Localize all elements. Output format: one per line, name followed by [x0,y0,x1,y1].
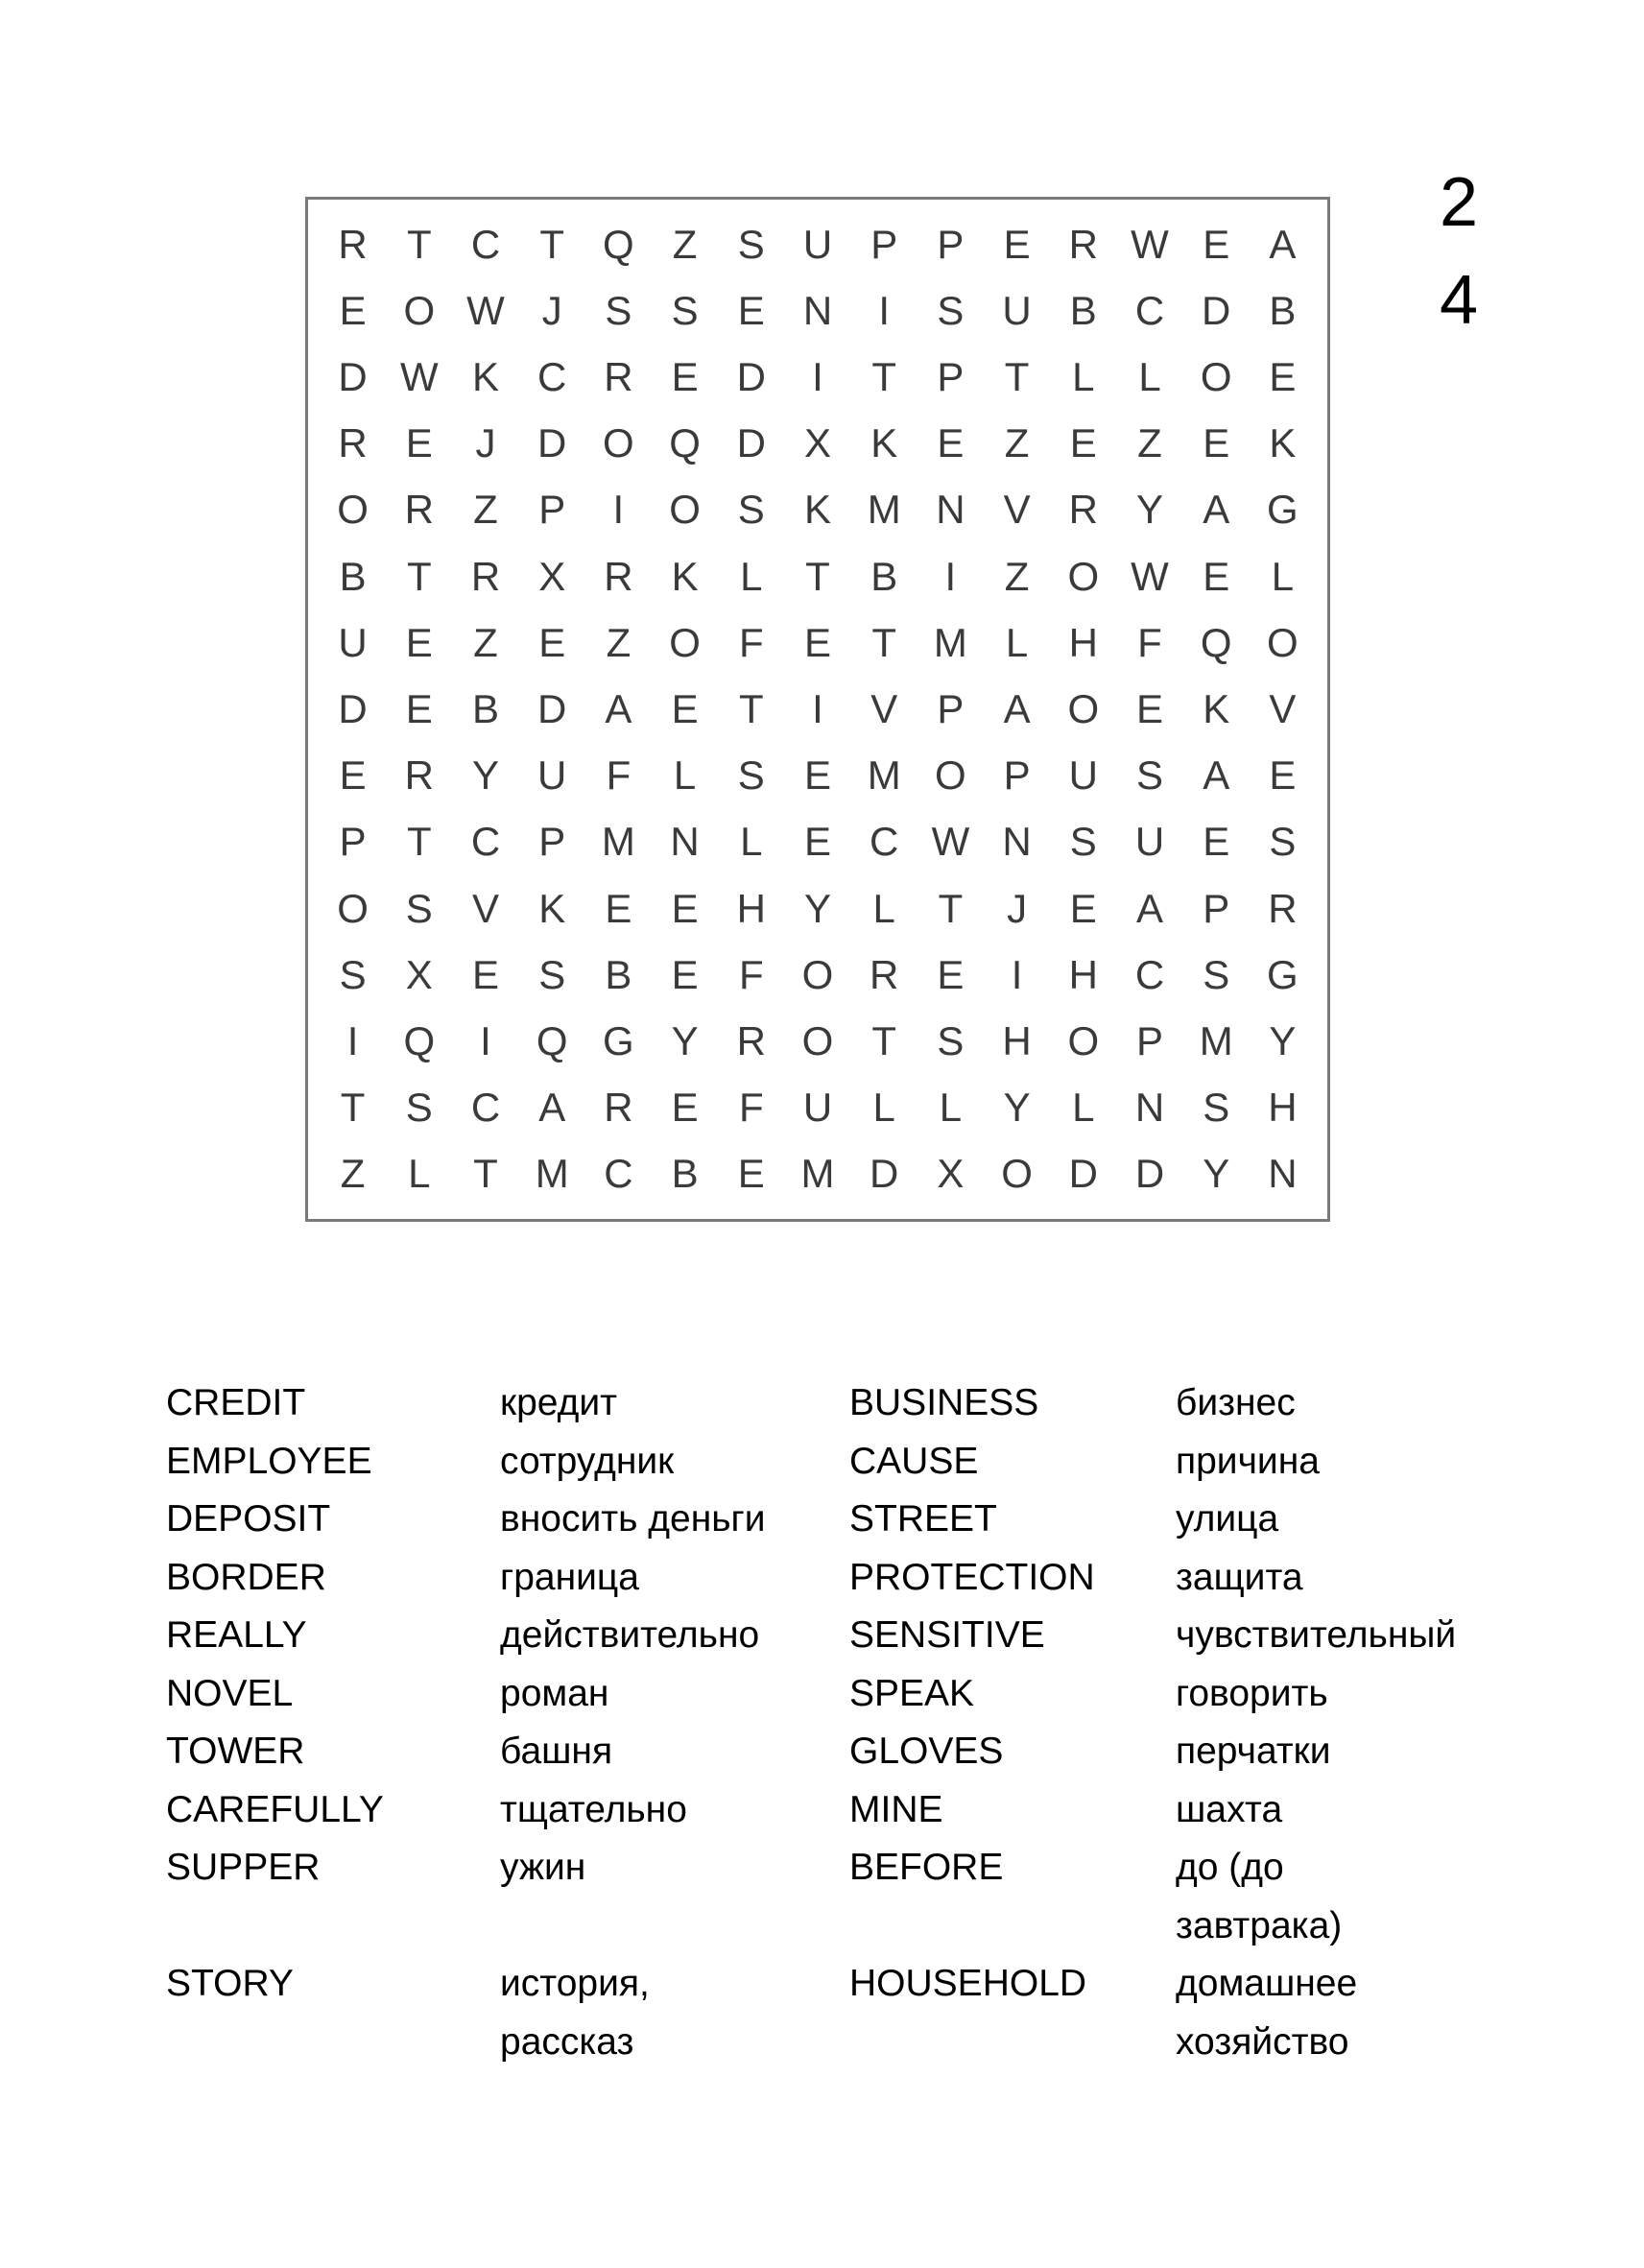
grid-letter: Y [1003,1085,1031,1131]
grid-letter: L [1005,619,1029,665]
grid-letter: O [801,951,834,997]
grid-letter: E [1203,221,1230,267]
grid-letter: X [405,951,433,997]
grid-letter: S [538,951,566,997]
grid-letter: O [403,287,436,333]
grid-letter: P [937,221,965,267]
grid-letter: D [537,420,567,466]
grid-letter: W [399,353,439,399]
grid-letter: Q [669,420,701,466]
grid-letter: E [339,752,367,799]
grid-letter: M [800,1151,835,1197]
word-ru: ужин [500,1847,586,1888]
grid-letter: S [1069,819,1097,865]
word-ru: роман [500,1672,609,1714]
grid-letter: I [812,353,823,399]
grid-letter: E [937,951,965,997]
word-en: GLOVES [849,1731,1004,1772]
grid-letter: E [671,685,699,731]
word-en: SENSITIVE [849,1614,1045,1656]
grid-letter: Y [1203,1151,1230,1197]
grid-letter: V [1269,685,1297,731]
grid-letter: H [1268,1085,1298,1131]
grid-letter: Z [340,1151,366,1197]
word-ru: вносить деньги [500,1498,766,1540]
grid-letter: S [671,287,699,333]
grid-letter: Q [536,1017,568,1063]
grid-letter: D [537,685,567,731]
grid-letter: E [605,885,632,931]
grid-letter: P [1203,885,1230,931]
grid-letter: H [1068,619,1098,665]
word-en: CAUSE [849,1440,979,1482]
grid-letter: U [338,619,368,665]
grid-letter: P [937,353,965,399]
grid-letter: I [812,685,823,731]
grid-letter: S [737,752,765,799]
grid-letter: A [538,1085,566,1131]
grid-letter: Q [603,221,634,267]
word-list-row [166,1549,1510,1608]
grid-letter: R [1068,221,1098,267]
word-ru: улица [1176,1498,1279,1540]
grid-letter: S [605,287,632,333]
grid-letter: E [1203,420,1230,466]
grid-letter: Z [473,619,498,665]
grid-letter: D [338,353,368,399]
grid-letter: O [1267,619,1299,665]
grid-letter: X [538,553,566,599]
grid-letter: C [870,819,899,865]
grid-letter: L [872,885,895,931]
grid-letter: E [937,420,965,466]
grid-letter: A [1203,487,1230,533]
grid-letter: L [408,1151,431,1197]
grid-letter: T [340,1085,366,1131]
grid-letter: B [1269,287,1297,333]
grid-letter: W [466,287,505,333]
grid-letter: O [603,420,634,466]
grid-letter: G [603,1017,634,1063]
grid-letter: L [872,1085,895,1131]
grid-letter: R [604,353,633,399]
grid-letter: T [805,553,830,599]
grid-letter: I [612,487,625,533]
grid-letter: O [935,752,966,799]
grid-letter: E [339,287,367,333]
word-en: NOVEL [166,1672,294,1714]
word-en: STORY [166,1963,294,2004]
word-en: BORDER [166,1556,326,1598]
grid-letter: T [406,819,432,865]
grid-letter: S [737,487,765,533]
grid-letter: T [938,885,964,931]
word-list-row [166,1491,1510,1549]
grid-letter: E [737,1151,765,1197]
grid-letter: L [673,752,697,799]
grid-letter: M [867,487,901,533]
word-ru: граница [500,1556,639,1598]
grid-letter: O [1001,1151,1033,1197]
grid-letter: T [539,221,565,267]
grid-letter: G [1267,951,1299,997]
grid-letter: A [1203,752,1230,799]
grid-letter: E [1069,420,1097,466]
grid-letter: L [1271,553,1295,599]
grid-letter: C [604,1151,633,1197]
grid-letter: O [669,619,701,665]
grid-letter: J [541,287,562,333]
grid-letter: C [470,819,501,865]
grid-letter: J [475,420,496,466]
word-list-row [166,1723,1510,1781]
grid-letter: E [405,619,433,665]
grid-letter: V [870,685,898,731]
grid-letter: H [736,885,766,931]
grid-letter: V [1003,487,1031,533]
grid-letter: O [669,487,701,533]
grid-letter: P [937,685,965,731]
word-en: REALLY [166,1614,307,1656]
grid-letter: T [473,1151,498,1197]
grid-letter: Z [1004,420,1030,466]
grid-letter: E [671,353,699,399]
word-ru: говорить [1176,1672,1328,1714]
grid-letter: I [346,1017,359,1063]
word-list-row [166,1374,1510,1433]
grid-letter: N [1268,1151,1298,1197]
grid-letter: D [1134,1151,1165,1197]
grid-letter: E [671,885,699,931]
grid-letter: E [1203,819,1230,865]
grid-letter: S [405,885,433,931]
grid-letter: L [939,1085,963,1131]
word-en: SPEAK [849,1672,975,1714]
grid-letter: E [1269,353,1297,399]
grid-letter: L [740,819,763,865]
word-ru: действительно [500,1614,760,1656]
grid-letter: K [671,553,699,599]
grid-letter: F [606,752,631,799]
word-ru: башня [500,1731,613,1772]
word-search-grid [305,197,1330,1222]
grid-letter: I [480,1017,491,1063]
word-en: TOWER [166,1731,305,1772]
grid-letter: K [803,487,831,533]
word-list-row [166,1955,1510,2071]
grid-letter: M [867,752,901,799]
grid-letter: E [1135,685,1163,731]
grid-letter: S [1203,951,1230,997]
word-en: STREET [849,1498,997,1540]
grid-letter: T [871,1017,897,1063]
grid-letter: M [1199,1017,1233,1063]
word-list-row [166,1607,1510,1665]
grid-letter: U [537,752,567,799]
grid-letter: S [1135,752,1163,799]
grid-letter: I [944,553,957,599]
grid-letter: S [937,1017,965,1063]
grid-letter: Y [1135,487,1163,533]
grid-letter: Q [1200,619,1232,665]
grid-letter: Z [1004,553,1030,599]
grid-letter: M [933,619,967,665]
grid-letter: Z [473,487,498,533]
grid-letter: A [1269,221,1297,267]
grid-letter: E [471,951,499,997]
grid-letter: G [1267,487,1299,533]
grid-letter: U [1002,287,1032,333]
grid-letter: Y [803,885,831,931]
grid-letter: Z [672,221,698,267]
grid-letter: Q [403,1017,436,1063]
grid-letter: N [1134,1085,1165,1131]
word-ru: история, рассказ [500,1963,650,2063]
grid-letter: U [802,221,833,267]
grid-letter: R [1068,487,1098,533]
grid-letter: Y [471,752,499,799]
word-ru: кредит [500,1382,617,1423]
grid-letter: S [339,951,367,997]
grid-letter: W [1131,221,1169,267]
grid-letter: N [802,287,833,333]
grid-letter: D [338,685,368,731]
grid-letter: H [1002,1017,1032,1063]
grid-letter: Y [671,1017,699,1063]
grid-letter: H [1068,951,1098,997]
word-list-row [166,1433,1510,1492]
word-list-row [166,1781,1510,1840]
grid-letter: E [671,1085,699,1131]
word-en: EMPLOYEE [166,1440,372,1482]
grid-letter: P [538,487,566,533]
word-ru: тщательно [500,1788,687,1830]
grid-letter: D [736,420,766,466]
word-ru: домашнее хозяйство [1176,1963,1358,2063]
grid-letter: R [604,553,633,599]
grid-letter: R [470,553,501,599]
word-ru: перчатки [1176,1731,1331,1772]
grid-letter: L [1072,1085,1095,1131]
grid-letter: Z [1137,420,1162,466]
grid-letter: T [738,685,764,731]
word-en: MINE [849,1788,943,1830]
grid-letter: F [738,619,764,665]
grid-letter: T [871,619,897,665]
grid-letter: W [931,819,970,865]
grid-letter: T [406,553,432,599]
grid-letter: M [535,1151,569,1197]
grid-letter: A [1003,685,1031,731]
grid-letter: E [1203,553,1230,599]
page-number: 2 4 [1439,164,1479,339]
grid-letter: P [1003,752,1031,799]
grid-letter: E [1003,221,1031,267]
grid-letter: O [1067,685,1100,731]
grid-letter: K [538,885,566,931]
grid-letter: O [1067,553,1100,599]
grid-letter: X [803,420,831,466]
grid-letter: D [870,1151,899,1197]
grid-letter: W [1131,553,1169,599]
grid-letter: J [1007,885,1028,931]
word-ru: чувствительный [1176,1614,1457,1656]
grid-letter: F [738,1085,764,1131]
grid-letter: Z [606,619,631,665]
grid-letter: C [1134,951,1165,997]
grid-letter: C [1134,287,1165,333]
grid-letter: R [736,1017,766,1063]
grid-letter: C [470,1085,501,1131]
grid-letter: O [337,885,369,931]
grid-letter: B [671,1151,699,1197]
grid-letter: C [470,221,501,267]
word-en: DEPOSIT [166,1498,331,1540]
grid-letter: O [1067,1017,1100,1063]
grid-letter: L [1072,353,1095,399]
word-ru: защита [1176,1556,1303,1598]
word-ru: шахта [1176,1788,1283,1830]
grid-letter: U [1134,819,1165,865]
grid-letter: R [404,487,434,533]
grid-letter: K [1203,685,1230,731]
word-ru: до (до завтрака) [1176,1847,1343,1946]
grid-letter: I [1011,951,1023,997]
grid-letter: P [339,819,367,865]
grid-letter: B [471,685,499,731]
grid-letter: B [605,951,632,997]
grid-letter: S [737,221,765,267]
grid-letter: T [871,353,897,399]
grid-letter: S [405,1085,433,1131]
word-en: SUPPER [166,1847,321,1888]
grid-letter: D [736,353,766,399]
word-ru: бизнес [1176,1382,1296,1423]
grid-letter: E [405,420,433,466]
grid-letter: V [471,885,499,931]
grid-letter: C [537,353,567,399]
word-list [166,1374,1510,2071]
word-en: CAREFULLY [166,1788,384,1830]
grid-letter: F [1137,619,1162,665]
grid-letter: P [870,221,898,267]
word-ru: сотрудник [500,1440,675,1482]
grid-letter: R [870,951,899,997]
grid-letter: U [1068,752,1098,799]
grid-letter: U [802,1085,833,1131]
grid-letter: O [801,1017,834,1063]
grid-letter: E [1069,885,1097,931]
grid-letter: S [1269,819,1297,865]
grid-letter: E [405,685,433,731]
grid-letter: E [1269,752,1297,799]
grid-letter: F [738,951,764,997]
grid-letter: L [1138,353,1161,399]
grid-letter: S [937,287,965,333]
grid-letter: R [604,1085,633,1131]
word-en: CREDIT [166,1382,306,1423]
grid-letter: K [870,420,898,466]
grid-letter: R [338,221,368,267]
grid-letter: E [803,819,831,865]
grid-letter: X [937,1151,965,1197]
word-en: HOUSEHOLD [849,1963,1087,2004]
grid-letter: E [671,951,699,997]
word-en: BEFORE [849,1847,1004,1888]
grid-letter: E [803,619,831,665]
grid-letter: O [337,487,369,533]
grid-letter: K [1269,420,1297,466]
grid-letter: A [1135,885,1163,931]
grid-letter: N [1002,819,1032,865]
grid-letter: R [338,420,368,466]
word-list-row [166,1839,1510,1955]
grid-letter: L [740,553,763,599]
grid-letter: B [1069,287,1097,333]
grid-letter: E [803,752,831,799]
grid-letter: Y [1269,1017,1297,1063]
word-list-row [166,1665,1510,1724]
grid-letter: K [471,353,499,399]
grid-letter: T [1004,353,1030,399]
grid-letter: A [605,685,632,731]
grid-letter: D [1068,1151,1098,1197]
grid-letter: I [878,287,891,333]
grid-letter: O [1200,353,1232,399]
grid-letter: R [404,752,434,799]
grid-letter: P [538,819,566,865]
word-en: BUSINESS [849,1382,1039,1423]
grid-letter: B [339,553,367,599]
grid-letter: E [538,619,566,665]
word-ru: причина [1176,1440,1320,1482]
grid-letter: R [1268,885,1298,931]
grid-letter: S [1203,1085,1230,1131]
grid-letter: D [1202,287,1231,333]
grid-letter: T [406,221,432,267]
grid-letter: M [601,819,635,865]
grid-letter: N [936,487,965,533]
grid-letter: B [870,553,898,599]
word-en: PROTECTION [849,1556,1095,1598]
grid-letter: E [737,287,765,333]
grid-letter: N [670,819,700,865]
grid-letter: P [1135,1017,1163,1063]
